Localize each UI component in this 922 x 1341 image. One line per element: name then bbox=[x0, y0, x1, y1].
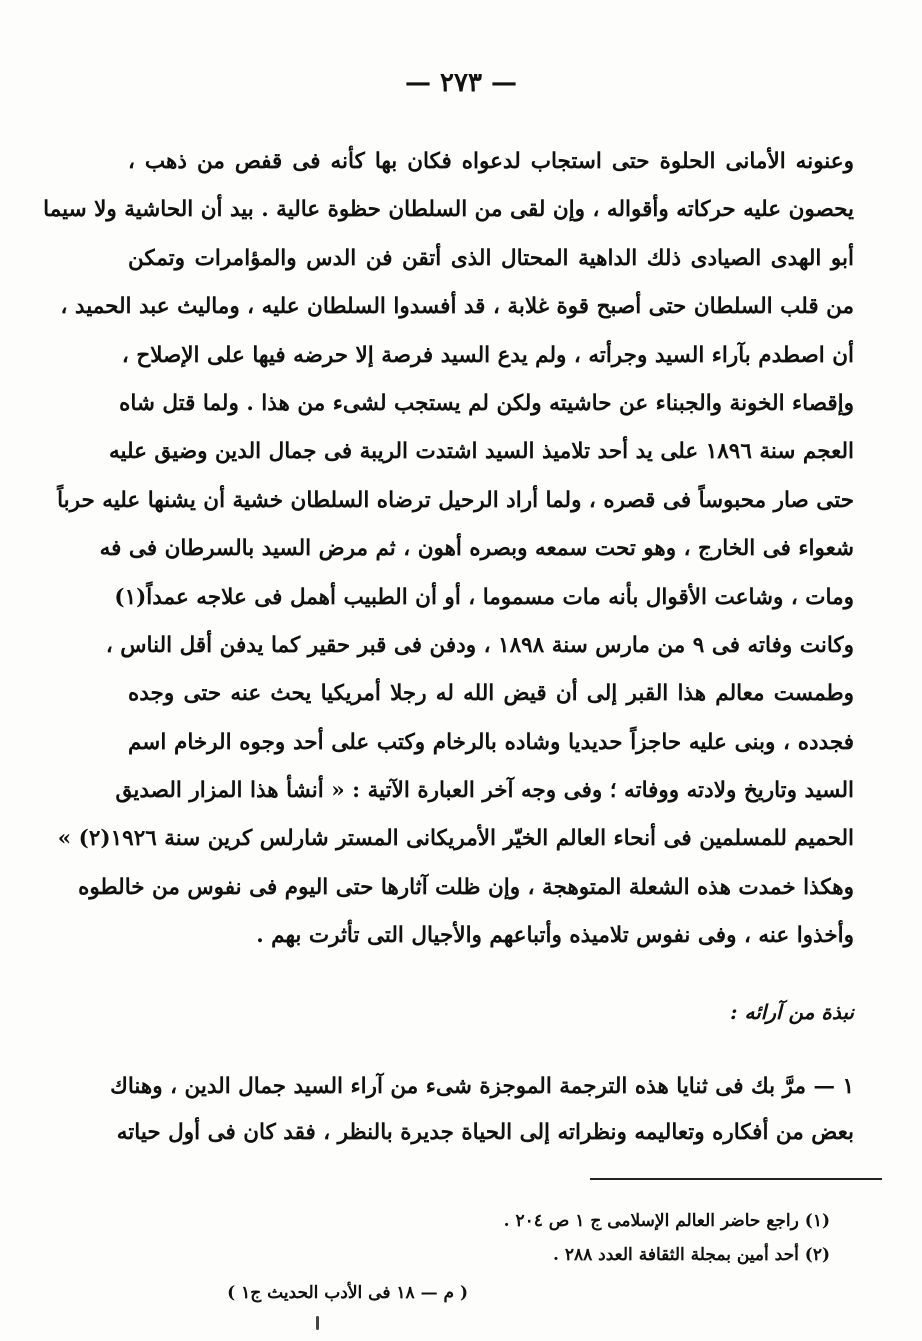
paragraph-line: وأخذوا عنه ، وفى نفوس تلاميذه وأتباعهم والأجيال التى تأثرت بهم . bbox=[256, 923, 854, 949]
paragraph-line: من قلب السلطان حتى أصبح قوة غلابة ، قد أفسدوا السلطان عليه ، وماليث عبد الحميد ، bbox=[60, 294, 854, 320]
paragraph-line: فجدده ، وبنى عليه حاجزاً حديديا وشاده بالرخام وكتب على أحد وجوه الرخام اسم bbox=[128, 729, 854, 755]
section-line: بعض من أفكاره وتعاليمه ونظراته إلى الحياة جديرة بالنظر ، فقد كان فى أول حياته bbox=[116, 1120, 854, 1145]
section-heading: نبذة من آرائه : bbox=[730, 1000, 854, 1024]
section-line: ١ — مرَّ بك فى ثنايا هذه الترجمة الموجزة شىء من آراء السيد جمال الدين ، وهناك bbox=[110, 1074, 854, 1099]
paragraph-line: ومات ، وشاعت الأقوال بأنه مات مسموما ، أو أن الطبيب أهمل فى علاجه عمداً(١) bbox=[114, 584, 854, 610]
footnotes bbox=[300, 1204, 830, 1272]
paragraph-line: شعواء فى الخارج ، وهو تحت سمعه وبصره أهون ، ثم مرض السيد بالسرطان فى فه bbox=[99, 536, 854, 562]
main-paragraph bbox=[43, 138, 854, 961]
signature-mark: ( م — ١٨ فى الأدب الحديث ج١ ) bbox=[227, 1283, 468, 1303]
paragraph-line: حتى صار محبوساً فى قصره ، ولما أراد الرحيل ترضاه السلطان خشية أن يشنها عليه حرباً bbox=[57, 487, 854, 513]
section-paragraph bbox=[110, 1064, 854, 1156]
page-number: — ٢٧٣ — bbox=[404, 68, 518, 98]
paragraph-line: وعنونه الأمانى الحلوة حتى استجاب لدعواه فكان بها كأنه فى قفص من ذهب ، bbox=[128, 149, 854, 174]
print-speck bbox=[316, 1316, 319, 1330]
paragraph-line: وإقصاء الخونة والجبناء عن حاشيته ولكن لم يستجب لشىء من هذا . ولما قتل شاه bbox=[119, 390, 854, 416]
footnote: (١) راجع حاضر العالم الإسلامى ج ١ ص ٢٠٤ . bbox=[503, 1211, 830, 1231]
footnote-divider bbox=[590, 1178, 882, 1180]
paragraph-line: يحصون عليه حركاته وأقواله ، وإن لقى من السلطان حظوة عالية . بيد أن الحاشية ولا سيما bbox=[43, 197, 854, 223]
paragraph-line: وكانت وفاته فى ٩ من مارس سنة ١٨٩٨ ، ودفن فى قبر حقير كما يدفن أقل الناس ، bbox=[105, 632, 854, 658]
paragraph-line: وهكذا خمدت هذه الشعلة المتوهجة ، وإن ظلت آثارها حتى اليوم فى نفوس من خالطوه bbox=[78, 874, 854, 900]
footnote: (٢) أحد أمين بمجلة الثقافة العدد ٢٨٨ . bbox=[553, 1245, 830, 1265]
paragraph-line: الحميم للمسلمين فى أنحاء العالم الخيّر الأمريكانى المستر شارلس كرين سنة ١٩٢٦(٢) » bbox=[57, 826, 854, 852]
paragraph-line: أبو الهدى الصيادى ذلك الداهية المحتال الذى أتقن فن الدس والمؤامرات وتمكن bbox=[128, 245, 854, 271]
paragraph-line: أن اصطدم بآراء السيد وجرأته ، ولم يدع السيد فرصة إلا حرضه فيها على الإصلاح ، bbox=[121, 342, 854, 368]
paragraph-line: السيد وتاريخ ولادته ووفاته ؛ وفى وجه آخر العبارة الآتية : « أنشأ هذا المزار الصديق bbox=[115, 778, 854, 804]
paragraph-line: العجم سنة ١٨٩٦ على يد أحد تلاميذ السيد اشتدت الريبة فى جمال الدين وضيق عليه bbox=[108, 439, 854, 465]
paragraph-line: وطمست معالم هذا القبر إلى أن قيض الله له رجلا أمريكيا يحث عنه حتى وجده bbox=[128, 681, 854, 707]
